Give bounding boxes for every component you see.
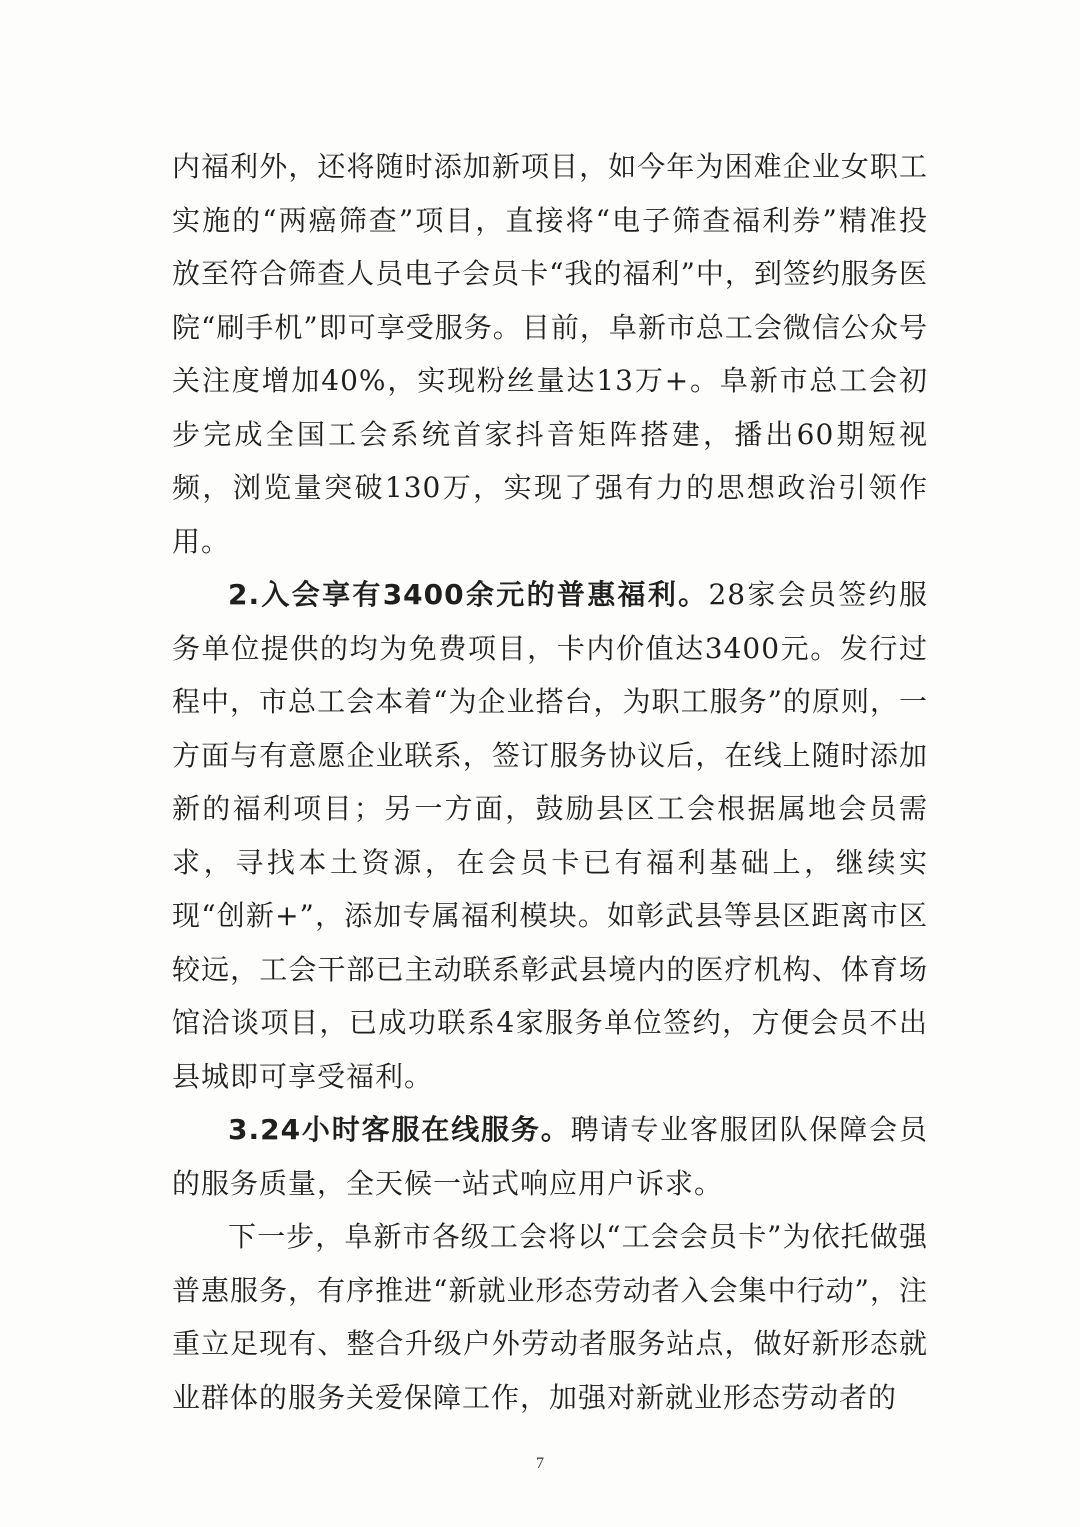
paragraph-benefits: [172, 568, 928, 1103]
paragraph-3-heading: 3.24小时客服在线服务。: [228, 1113, 571, 1146]
paragraph-customer-service: [172, 1103, 928, 1210]
paragraph-1-text: 内福利外，还将随时添加新项目，如今年为困难企业女职工实施的“两癌筛查”项目，直接将“电子筛查福利券”精准投放至符合筛查人员电子会员卡“我的福利”中，到签约服务医院“刷手机”即可享受服务。目前，阜新市总工会微信公众号关注度增加40%，实现粉丝量达13万+。阜新市总工会初步完成全国工会系统首家抖音矩阵搭建，播出60期短视频，浏览量突破130万，实现了强有力的思想政治引领作用。: [172, 150, 928, 558]
document-body: [172, 140, 928, 1424]
page-number: 7: [536, 1455, 544, 1472]
paragraph-continuation: [172, 140, 928, 568]
paragraph-2-text: 28家会员签约服务单位提供的均为免费项目，卡内价值达3400元。发行过程中，市总工会本着“为企业搭台，为职工服务”的原则，一方面与有意愿企业联系，签订服务协议后，在线上随时添加新的福利项目；另一方面，鼓励县区工会根据属地会员需求，寻找本土资源，在会员卡已有福利基础上，继续实现“创新+”，添加专属福利模块。如彰武县等县区距离市区较远，工会干部已主动联系彰武县境内的医疗机构、体育场馆洽谈项目，已成功联系4家服务单位签约，方便会员不出县城即可享受福利。: [172, 578, 928, 1093]
paragraph-3-text: 聘请专业客服团队保障会员的服务质量，全天候一站式响应用户诉求。: [172, 1113, 928, 1200]
paragraph-next-step: [172, 1210, 928, 1424]
paragraph-4-text: 下一步，阜新市各级工会将以“工会会员卡”为依托做强普惠服务，有序推进“新就业形态劳动者入会集中行动”，注重立足现有、整合升级户外劳动者服务站点，做好新形态就业群体的服务关爱保障工作，加强对新就业形态劳动者的: [172, 1220, 928, 1414]
paragraph-2-heading: 2.入会享有3400余元的普惠福利。: [228, 578, 709, 611]
